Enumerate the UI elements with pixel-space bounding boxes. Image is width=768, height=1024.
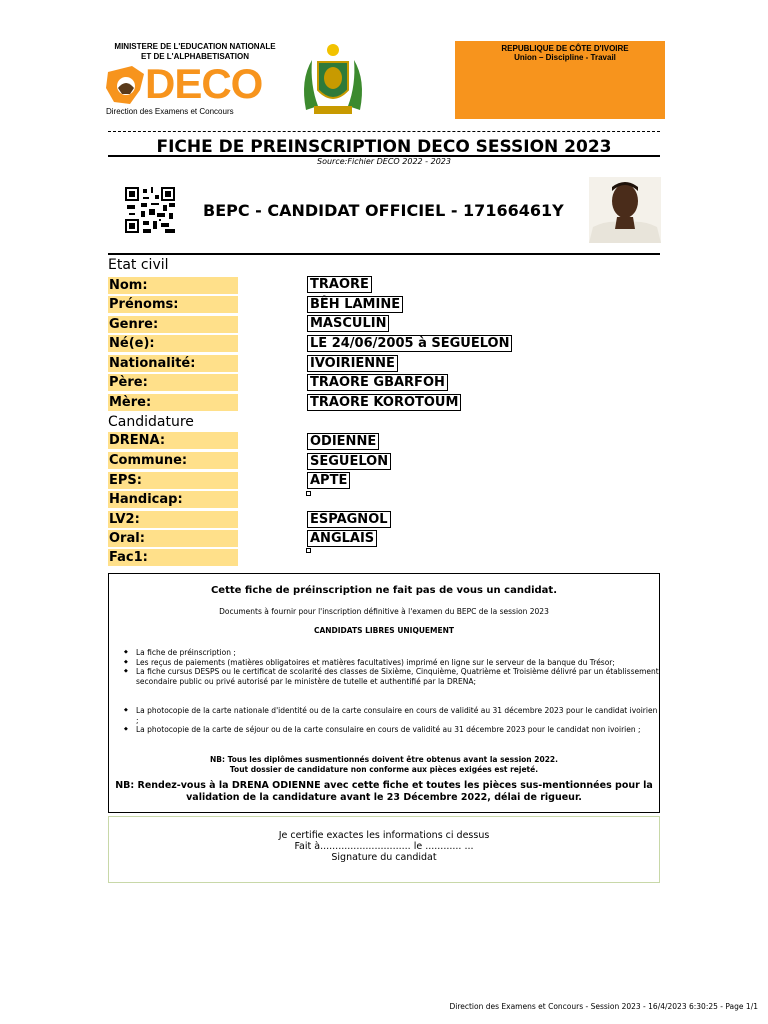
- list-item: ◆ Les reçus de paiements (matières obligatoires et matières facultatives) imprimé en ligne sur le serveur de la banque du Trésor;: [108, 658, 660, 668]
- nb-line1: NB: Tous les diplômes susmentionnés doivent être obtenus avant la session 2022.: [210, 755, 558, 764]
- page-title: FICHE DE PREINSCRIPTION DECO SESSION 2023: [156, 137, 612, 157]
- label-mere: Mère:: [108, 394, 238, 411]
- label-drena: DRENA:: [108, 432, 238, 449]
- documents-list-2: [108, 706, 660, 735]
- list-item: ◆ La fiche de préinscription ;: [108, 648, 660, 658]
- list-item: ◆ La fiche cursus DESPS ou le certificat de scolarité des classes de Sixième, Cinquième, Quatrième et Troisième délivré par un établissement secondaire public ou privé autorisé par le ministère de tutelle et authentifié par la DRENA;: [108, 667, 660, 686]
- source-note: Source:Fichier DECO 2022 - 2023: [317, 157, 451, 166]
- republic-motto: Union – Discipline - Travail: [514, 53, 616, 62]
- label-commune: Commune:: [108, 452, 238, 469]
- value-lv2: ESPAGNOL: [307, 511, 391, 528]
- candidature-heading: Candidature: [108, 414, 194, 430]
- candidate-photo: [589, 177, 661, 243]
- value-mere: TRAORE KOROTOUM: [307, 394, 461, 411]
- value-pere: TRAORE GBARFOH: [307, 374, 448, 391]
- section-divider: [108, 253, 660, 255]
- place-date-line: Fait à.............................. le ............ ...: [294, 841, 474, 852]
- value-commune: SEGUELON: [307, 453, 391, 470]
- value-naissance: LE 24/06/2005 à SEGUELON: [307, 335, 512, 352]
- ministry-name: [105, 42, 285, 62]
- value-oral: ANGLAIS: [307, 530, 377, 547]
- value-genre: MASCULIN: [307, 315, 389, 332]
- republic-text: [470, 44, 660, 62]
- value-nationalite: IVOIRIENNE: [307, 355, 398, 372]
- value-prenoms: BÊH LAMINE: [307, 296, 403, 313]
- notice-nb-diplomas: [108, 755, 660, 775]
- label-pere: Père:: [108, 374, 238, 391]
- value-drena: ODIENNE: [307, 433, 379, 450]
- notice-candidates-heading: CANDIDATS LIBRES UNIQUEMENT: [313, 626, 455, 635]
- candidate-id-line: BEPC - CANDIDAT OFFICIEL - 17166461Y: [203, 201, 564, 220]
- notice-title: Cette fiche de préinscription ne fait pas de vous un candidat.: [210, 585, 558, 596]
- nb-line2: Tout dossier de candidature non conforme aux pièces exigées est rejeté.: [229, 765, 539, 774]
- label-naissance: Né(e):: [108, 335, 238, 352]
- deco-emblem-icon: [104, 64, 148, 108]
- etat-civil-heading: Etat civil: [108, 257, 169, 273]
- coat-of-arms-icon: [292, 40, 374, 122]
- qr-code-icon: [125, 187, 175, 233]
- label-fac1: Fac1:: [108, 549, 238, 566]
- label-prenoms: Prénoms:: [108, 296, 238, 313]
- documents-list-1: [108, 648, 660, 686]
- header-divider: [108, 131, 660, 132]
- notice-subtitle: Documents à fournir pour l'inscription définitive à l'examen du BEPC de la session 2023: [219, 607, 549, 616]
- value-handicap-empty: [306, 491, 311, 496]
- value-fac1-empty: [306, 548, 311, 553]
- republic-name: REPUBLIQUE DE CÔTE D'IVOIRE: [501, 44, 629, 53]
- page-footer: Direction des Examens et Concours - Session 2023 - 16/4/2023 6:30:25 - Page 1/1: [449, 1002, 758, 1011]
- list-item: ◆ La photocopie de la carte nationale d'identité ou de la carte consulaire en cours de validité au 31 décembre 2023 pour le candidat ivoirien ;: [108, 706, 660, 725]
- list-item: ◆ La photocopie de la carte de séjour ou de la carte consulaire en cours de validité au 31 décembre 2023 pour le candidat non ivoirien ;: [108, 725, 660, 735]
- certification-text: [108, 830, 660, 863]
- label-lv2: LV2:: [108, 511, 238, 528]
- label-genre: Genre:: [108, 316, 238, 333]
- signature-label: Signature du candidat: [331, 852, 437, 863]
- label-nationalite: Nationalité:: [108, 355, 238, 372]
- label-nom: Nom:: [108, 277, 238, 294]
- value-eps: APTE: [307, 472, 350, 489]
- label-handicap: Handicap:: [108, 491, 238, 508]
- ministry-line2: ET DE L'ALPHABETISATION: [141, 52, 249, 61]
- deco-logo-text: DECO: [145, 60, 263, 107]
- label-eps: EPS:: [108, 472, 238, 489]
- certify-line: Je certifie exactes les informations ci dessus: [278, 830, 490, 841]
- notice-nb-drena: NB: Rendez-vous à la DRENA ODIENNE avec cette fiche et toutes les pièces sus-mentionnées pour la validation de la candidature avant le 23 Décembre 2022, délai de rigueur.: [115, 780, 653, 803]
- deco-logo-subtitle: Direction des Examens et Concours: [106, 107, 234, 116]
- label-oral: Oral:: [108, 530, 238, 547]
- ministry-line1: MINISTERE DE L'EDUCATION NATIONALE: [114, 42, 276, 51]
- value-nom: TRAORE: [307, 276, 372, 293]
